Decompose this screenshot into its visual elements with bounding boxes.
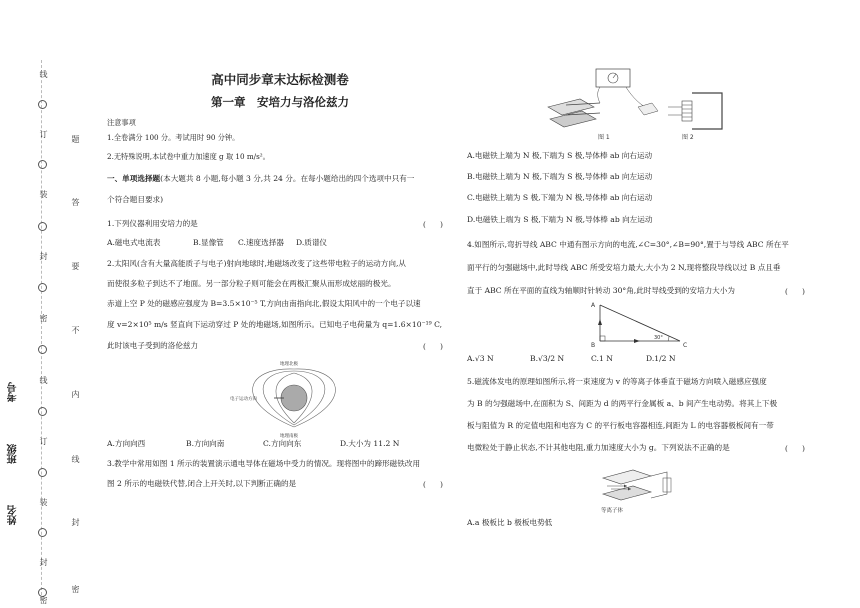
vertex-c: C [683,342,688,349]
q3-option-a: A.电磁铁上端为 N 极,下端为 S 极,导体棒 ab 向右运动 [467,151,653,160]
q1-option-c: C.速度选择器 [238,238,284,247]
answer-bracket: ( ) [423,480,443,489]
binding-hole [38,283,47,292]
notice-char: 不 [71,326,80,334]
notice-char: 题 [71,135,80,143]
question-1-stem: 1.下列仪器利用安培力的是 [107,219,198,228]
section-heading: 一、单项选择题 [107,174,161,183]
fig-label-north: 地理北极 [280,362,298,367]
field-label-exam-number: 考号 [8,382,19,402]
question-2-line: 2.太阳风(含有大量高能质子与电子)射向地球时,地磁场改变了这些带电粒子的运动方向,从 [107,259,406,268]
earth-magnetic-field-figure [228,357,360,439]
question-5-line: 5.磁流体发电的原理如图所示,将一束速度为 v 的等离子体垂直于磁场方向喷入磁感应强度 [467,377,767,386]
q1-option-b: B.显像管 [193,238,224,247]
binding-char: 装 [39,498,48,506]
question-4-line: 面平行的匀强磁场中,此时导线 ABC 所受安培力最大,大小为 2 N,现将整段导线以过 B 点且垂 [467,263,781,272]
binding-char: 装 [39,190,48,198]
binding-hole [38,407,47,416]
q2-option-b: B.方向向南 [186,439,225,448]
section-desc-2: 个符合题目要求) [107,195,164,204]
vertex-b: B [591,342,596,349]
q1-option-a: A.磁电式电流表 [107,238,161,247]
section-description [107,175,414,183]
chapter-title: 第一章 安培力与洛伦兹力 [211,95,349,109]
page-title: 高中同步章末达标检测卷 [211,72,349,87]
q3-figures [540,63,730,145]
q4-option-d: D.1/2 N [646,354,676,363]
fig-label-electron-direction: 电子运动方向 [230,397,257,402]
binding-char: 密 [39,314,48,322]
notice-char: 内 [71,390,80,398]
binding-hole [38,468,47,477]
question-5-line: 板与阻值为 R 的定值电阻和电容为 C 的平行板电容器相连,间距为 L 的电容器极板间有一带 [467,421,774,430]
note-item: 2.无特殊说明,本试卷中重力加速度 g 取 10 m/s²。 [107,152,270,161]
q2-option-c: C.方向向东 [263,439,302,448]
q4-option-c: C.1 N [591,354,613,363]
question-2-line: 而使很多粒子到达不了地面。另一部分粒子则可能会在两极汇聚从而形成炫丽的极光。 [107,279,396,288]
binding-char: 密 [39,596,48,604]
binding-hole [38,100,47,109]
q5-option-a: A.a 极板比 b 极板电势低 [467,518,553,527]
note-item: 1.全卷满分 100 分。考试用时 90 分钟。 [107,133,240,142]
question-5-line: 为 B 的匀强磁场中,在面积为 S、间距为 d 的两平行金属板 a、b 间产生电动势。将其上下极 [467,399,778,408]
binding-hole [38,345,47,354]
fig-caption-1: 图 1 [598,134,610,141]
fig-label-south: 地理南极 [280,434,298,439]
notice-char: 密 [71,585,80,593]
question-3-line: 3.教学中常用如图 1 所示的装置演示通电导体在磁场中受力的情况。现将图中的蹄形磁铁改用 [107,459,421,468]
question-4-line: 直于 ABC 所在平面的直线为轴顺时针转动 30°角,此时导线受到的安培力大小为 [467,286,735,295]
q3-option-b: B.电磁铁上端为 N 极,下端为 S 极,导体棒 ab 向左运动 [467,172,653,181]
notice-char: 要 [71,262,80,270]
binding-char: 订 [39,437,48,445]
question-2-line: 赤道上空 P 处的磁感应强度为 B=3.5×10⁻⁵ T,方向由南指向北,假设太阳风中的一个电子以速 [107,299,421,308]
binding-char: 线 [39,376,48,384]
plasma-label: 等离子体 [601,508,624,514]
section-desc-1: (本大题共 8 小题,每小题 3 分,共 24 分。在每小题给出的四个选项中只有一 [160,174,415,183]
q3-option-c: C.电磁铁上端为 S 极,下端为 N 极,导体棒 ab 向右运动 [467,193,653,202]
question-4-line: 4.如图所示,弯折导线 ABC 中通有图示方向的电流,∠C=30°,∠B=90°,置于与导线 ABC 所在平 [467,240,789,249]
binding-char: 订 [39,130,48,138]
binding-char: 封 [39,252,48,260]
field-label-class: 班级 [8,444,19,464]
binding-hole [38,528,47,537]
mhd-generator-figure [593,460,685,516]
q1-option-d: D.质谱仪 [296,238,328,247]
q3-option-d: D.电磁铁上端为 S 极,下端为 N 极,导体棒 ab 向左运动 [467,215,653,224]
vertex-a: A [591,302,596,309]
notice-char: 答 [71,198,80,206]
answer-bracket: ( ) [785,444,805,453]
q2-option-d: D.大小为 11.2 N [340,439,400,448]
answer-bracket: ( ) [423,220,443,229]
question-3-line: 图 2 所示的电磁铁代替,闭合上开关时,以下判断正确的是 [107,479,297,488]
binding-char: 线 [39,70,48,78]
question-5-line: 电微粒处于静止状态,不计其他电阻,重力加速度大小为 g。下列说法不正确的是 [467,443,730,452]
question-2-line: 此时该电子受到的洛伦兹力 [107,341,199,350]
angle-label: 30° [654,335,663,341]
q2-option-a: A.方向向西 [107,439,146,448]
q4-option-b: B.√3/2 N [530,354,565,363]
notice-char: 线 [71,455,80,463]
answer-bracket: ( ) [423,342,443,351]
binding-hole [38,222,47,231]
notes-heading: 注意事项 [107,118,136,127]
fig-caption-2: 图 2 [682,134,694,141]
question-2-line: 度 v=2×10⁵ m/s 竖直向下运动穿过 P 处的地磁场,如图所示。已知电子电荷量为 q=1.6×10⁻¹⁹ C, [107,320,443,329]
binding-char: 封 [39,558,48,566]
notice-char: 封 [71,518,80,526]
triangle-abc-figure [588,297,698,349]
binding-hole [38,160,47,169]
binding-margin [0,0,98,608]
dashed-binding-line [41,60,42,600]
field-label-name: 姓名 [8,505,19,525]
answer-bracket: ( ) [785,287,805,296]
q4-option-a: A.√3 N [467,354,494,363]
